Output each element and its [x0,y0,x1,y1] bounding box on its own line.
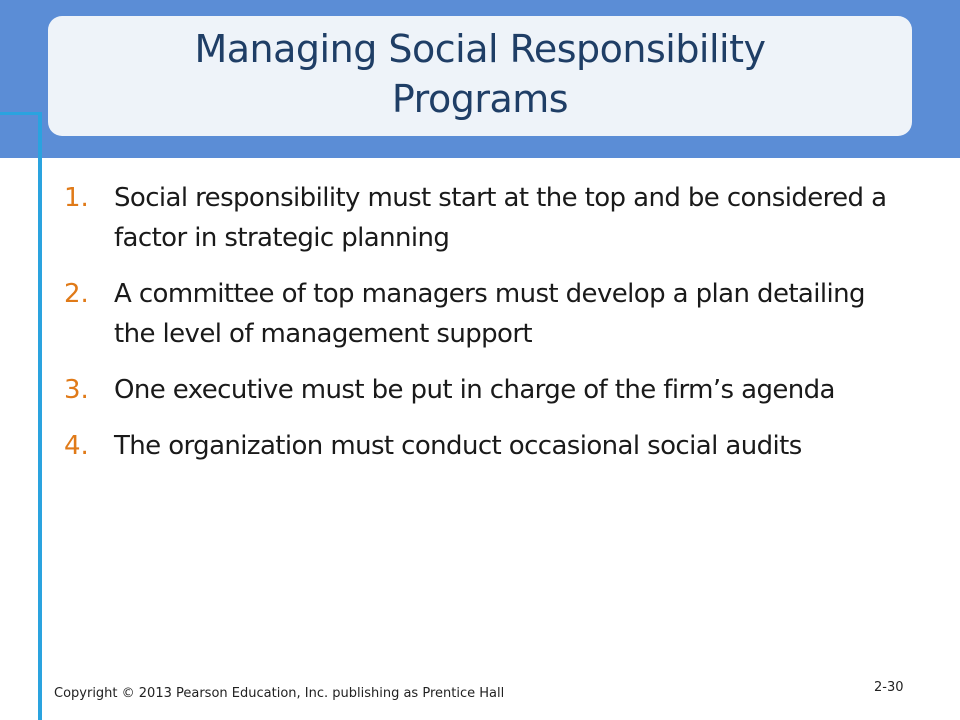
slide-title: Managing Social Responsibility Programs [194,27,766,121]
list-item-number: 3. [64,375,89,405]
left-accent-tick [0,112,42,115]
list-item-text: The organization must conduct occasional social audits [114,431,802,461]
numbered-list [64,178,904,482]
list-item-text: A committee of top managers must develop a plan detailing the level of management support [114,279,865,349]
left-accent-rule [38,112,42,720]
list-item-number: 4. [64,431,89,461]
list-item-text: One executive must be put in charge of the firm’s agenda [114,375,835,405]
title-box [48,16,912,136]
list-item [64,370,904,410]
list-item-number: 2. [64,279,89,309]
list-item-number: 1. [64,183,89,213]
copyright-notice: Copyright © 2013 Pearson Education, Inc. publishing as Prentice Hall [54,686,505,701]
slide-number: 2-30 [874,680,904,695]
list-item [64,426,904,466]
list-item [64,274,904,354]
list-item [64,178,904,258]
list-item-text: Social responsibility must start at the top and be considered a factor in strategic planning [114,183,887,253]
